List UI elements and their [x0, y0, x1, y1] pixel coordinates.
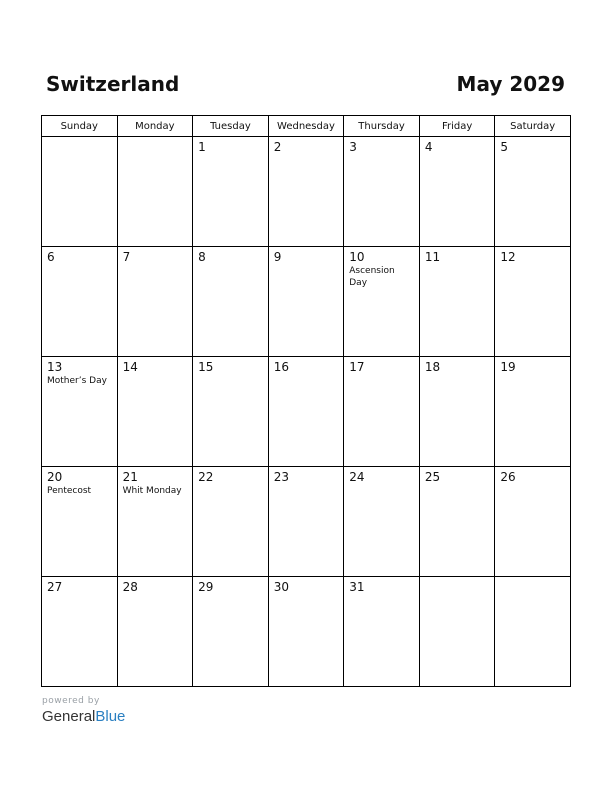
holiday-label: Whit Monday: [122, 486, 182, 496]
day-cell: [268, 577, 344, 687]
week-row: [42, 247, 571, 357]
day-number: 30: [273, 580, 289, 594]
week-row: [42, 137, 571, 247]
day-number: 28: [122, 580, 138, 594]
day-number: 9: [273, 250, 282, 264]
day-cell: [117, 357, 193, 467]
day-number: 24: [349, 470, 365, 484]
day-number: 31: [349, 580, 365, 594]
month-year-title: May 2029: [456, 72, 565, 96]
weekday-wednesday: Wednesday: [268, 116, 344, 137]
day-number: 7: [122, 250, 131, 264]
weekday-friday: Friday: [419, 116, 495, 137]
day-number: 5: [500, 140, 509, 154]
day-number: 14: [122, 360, 138, 374]
day-cell: [495, 467, 571, 577]
day-number: 4: [424, 140, 433, 154]
day-cell: [419, 247, 495, 357]
day-cell: [42, 247, 118, 357]
day-cell: [268, 247, 344, 357]
day-cell: [42, 137, 118, 247]
day-number: 18: [424, 360, 441, 374]
day-cell: [344, 357, 420, 467]
day-cell: [495, 137, 571, 247]
day-cell: [42, 577, 118, 687]
weekday-header-row: [42, 116, 571, 137]
day-cell: [344, 467, 420, 577]
day-number: 10: [349, 250, 365, 264]
weekday-monday: Monday: [117, 116, 193, 137]
day-cell: [193, 137, 269, 247]
day-number: 21: [122, 470, 138, 484]
day-cell: [42, 467, 118, 577]
day-number: 16: [273, 360, 289, 374]
day-number: 17: [349, 360, 365, 374]
day-number: 11: [424, 250, 441, 264]
brand-text-general: General: [42, 708, 96, 725]
holiday-label: Mother’s Day: [47, 376, 107, 386]
day-cell: [344, 137, 420, 247]
day-cell: [344, 247, 420, 357]
day-number: 3: [349, 140, 357, 154]
day-cell: [344, 577, 420, 687]
day-cell: [419, 357, 495, 467]
weekday-thursday: Thursday: [344, 116, 420, 137]
day-cell: [193, 467, 269, 577]
day-number: 25: [424, 470, 441, 484]
day-number: 1: [198, 140, 206, 154]
day-number: 26: [500, 470, 516, 484]
day-cell: [268, 357, 344, 467]
day-cell: [117, 577, 193, 687]
day-cell: [117, 467, 193, 577]
country-title: Switzerland: [46, 72, 180, 96]
day-cell: [117, 247, 193, 357]
day-cell: [495, 577, 571, 687]
day-cell: [117, 137, 193, 247]
day-cell: [268, 467, 344, 577]
day-number: 8: [198, 250, 206, 264]
calendar-grid: [41, 115, 571, 687]
day-cell: [419, 577, 495, 687]
day-cell: [193, 357, 269, 467]
holiday-label: Ascension Day: [349, 266, 395, 288]
day-number: 13: [47, 360, 63, 374]
day-number: 22: [198, 470, 214, 484]
day-cell: [419, 137, 495, 247]
day-cell: [419, 467, 495, 577]
brand-text-blue: Blue: [95, 708, 126, 725]
footer: [42, 696, 125, 727]
day-cell: [193, 577, 269, 687]
day-cell: [193, 247, 269, 357]
holiday-label: Pentecost: [47, 486, 92, 496]
day-cell: [495, 247, 571, 357]
weekday-sunday: Sunday: [42, 116, 118, 137]
day-number: 15: [198, 360, 214, 374]
day-number: 29: [198, 580, 214, 594]
week-row: [42, 357, 571, 467]
week-row: [42, 577, 571, 687]
day-number: 19: [500, 360, 516, 374]
week-row: [42, 467, 571, 577]
day-cell: [268, 137, 344, 247]
day-cell: [495, 357, 571, 467]
day-cell: [42, 357, 118, 467]
day-number: 23: [273, 470, 289, 484]
brand-logo: [42, 707, 125, 727]
day-number: 12: [500, 250, 516, 264]
day-number: 20: [47, 470, 63, 484]
weekday-tuesday: Tuesday: [193, 116, 269, 137]
weekday-saturday: Saturday: [495, 116, 571, 137]
powered-by-text: powered by: [42, 696, 100, 706]
day-number: 2: [273, 140, 282, 154]
day-number: 27: [47, 580, 63, 594]
day-number: 6: [47, 250, 55, 264]
